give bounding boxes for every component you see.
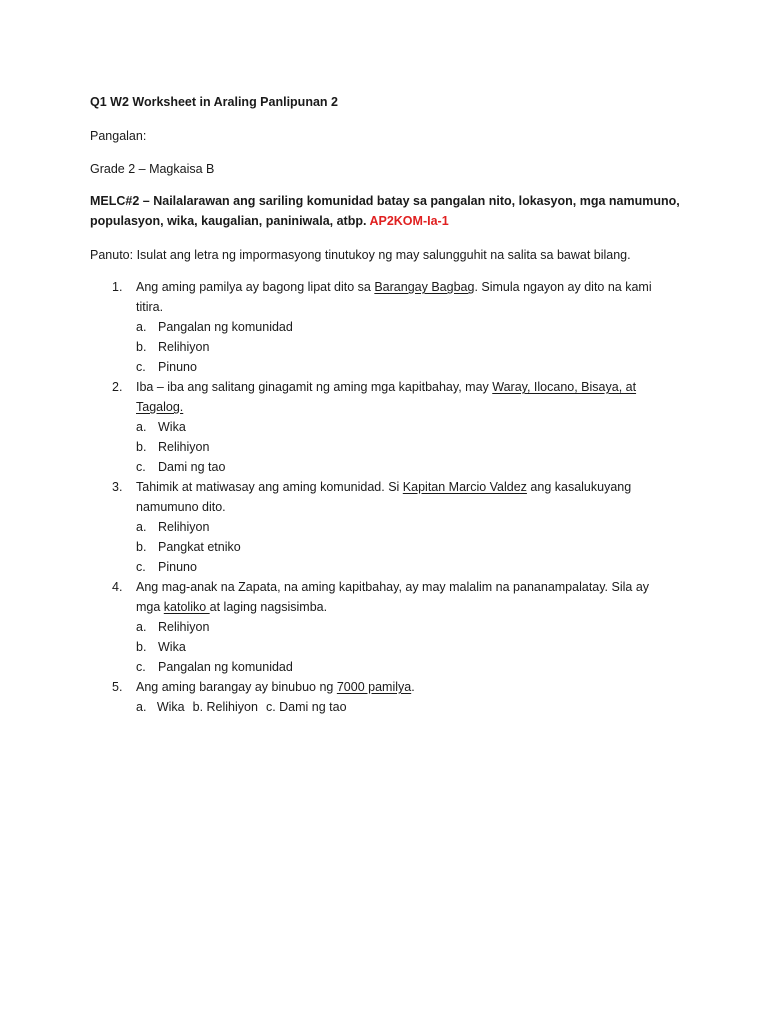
question-text: . Simula ngayon ay dito na kami titira. bbox=[136, 280, 652, 314]
worksheet-title: Q1 W2 Worksheet in Araling Panlipunan 2 bbox=[90, 95, 338, 109]
question-5 bbox=[90, 677, 660, 697]
option-letter: b. bbox=[136, 540, 147, 554]
melc-label: MELC#2 bbox=[90, 194, 140, 208]
option-1b bbox=[90, 337, 660, 357]
option-text: Wika bbox=[158, 640, 186, 654]
grade-section: Grade 2 – Magkaisa B bbox=[90, 162, 215, 176]
options-5-inline bbox=[90, 697, 660, 717]
option-letter: a. bbox=[136, 320, 147, 334]
option-letter: a. bbox=[136, 420, 147, 434]
option-1a bbox=[90, 317, 660, 337]
question-text: Ang aming barangay ay binubuo ng bbox=[136, 680, 337, 694]
option-letter: c. bbox=[136, 660, 146, 674]
option-1c bbox=[90, 357, 660, 377]
underlined-text: katoliko bbox=[163, 600, 210, 614]
question-1 bbox=[90, 277, 660, 317]
question-text: . bbox=[411, 680, 415, 694]
option-3c bbox=[90, 557, 660, 577]
option-2c bbox=[90, 457, 660, 477]
underlined-text: 7000 pamilya bbox=[336, 680, 412, 694]
option-3b bbox=[90, 537, 660, 557]
underlined-text: Kapitan Marcio Valdez bbox=[402, 480, 527, 494]
question-number: 1. bbox=[112, 280, 123, 294]
question-3 bbox=[90, 477, 660, 517]
option-3a bbox=[90, 517, 660, 537]
question-number: 3. bbox=[112, 480, 123, 494]
option-text: Wika bbox=[158, 420, 186, 434]
melc-statement bbox=[90, 191, 680, 231]
option-letter: a. bbox=[136, 520, 147, 534]
question-2 bbox=[90, 377, 660, 417]
instructions: Panuto: Isulat ang letra ng impormasyong tinutukoy ng may salungguhit na salita sa bawat bilang. bbox=[90, 248, 631, 262]
option-text: Pangalan ng komunidad bbox=[158, 660, 293, 674]
option-4b bbox=[90, 637, 660, 657]
option-letter: a. bbox=[136, 620, 147, 634]
option-4a bbox=[90, 617, 660, 637]
option-letter: b. bbox=[136, 440, 147, 454]
option-4c bbox=[90, 657, 660, 677]
option-2a bbox=[90, 417, 660, 437]
option-text: Pangalan ng komunidad bbox=[158, 320, 293, 334]
question-text: at laging nagsisimba. bbox=[209, 600, 328, 614]
option-5c: c. Dami ng tao bbox=[265, 700, 347, 714]
melc-code: AP2KOM-Ia-1 bbox=[369, 214, 449, 228]
question-4 bbox=[90, 577, 660, 617]
option-letter: b. bbox=[136, 640, 147, 654]
question-number: 2. bbox=[112, 380, 123, 394]
option-letter: c. bbox=[136, 460, 146, 474]
question-text: Iba – iba ang salitang ginagamit ng aming mga kapitbahay, may bbox=[136, 380, 493, 394]
option-text: Relihiyon bbox=[158, 520, 210, 534]
option-2b bbox=[90, 437, 660, 457]
option-text: Relihiyon bbox=[158, 620, 210, 634]
question-number: 5. bbox=[112, 680, 123, 694]
name-label: Pangalan: bbox=[90, 129, 147, 143]
option-letter: c. bbox=[136, 360, 146, 374]
option-text: Dami ng tao bbox=[158, 460, 226, 474]
underlined-text: Barangay Bagbag bbox=[374, 280, 475, 294]
question-text: Tahimik at matiwasay ang aming komunidad. Si bbox=[136, 480, 403, 494]
question-list bbox=[90, 277, 660, 717]
option-5b: b. Relihiyon bbox=[192, 700, 258, 714]
question-text: Ang mag-anak na Zapata, na aming kapitbahay, ay may malalim na pananampalatay. Sila ay mga bbox=[136, 580, 650, 614]
option-text: Relihiyon bbox=[158, 340, 210, 354]
option-text: Pangkat etniko bbox=[158, 540, 241, 554]
option-letter: b. bbox=[136, 340, 147, 354]
option-text: Pinuno bbox=[158, 560, 197, 574]
underlined-text: Waray, Ilocano, Bisaya, at Tagalog. bbox=[136, 380, 637, 414]
option-text: Relihiyon bbox=[158, 440, 210, 454]
melc-text: – Nailalarawan ang sariling komunidad batay sa pangalan nito, lokasyon, mga namumuno, populasyon, wika, kaugalian, paniniwala, atbp. bbox=[90, 194, 680, 228]
question-text: ang kasalukuyang namumuno dito. bbox=[136, 480, 632, 514]
option-text: Pinuno bbox=[158, 360, 197, 374]
question-text: Ang aming pamilya ay bagong lipat dito sa bbox=[136, 280, 375, 294]
option-5a: a. Wika bbox=[136, 700, 185, 714]
option-letter: c. bbox=[136, 560, 146, 574]
question-number: 4. bbox=[112, 580, 123, 594]
